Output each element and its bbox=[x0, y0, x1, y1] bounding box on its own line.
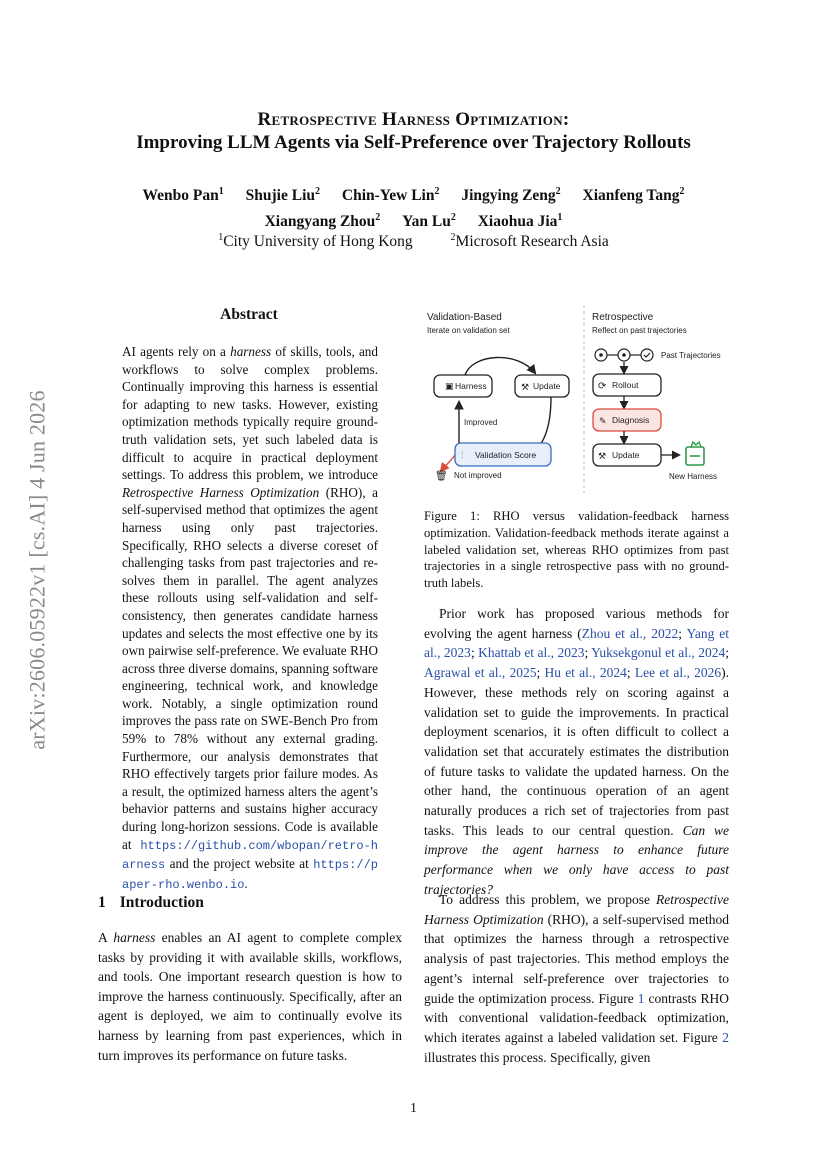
not-improved-arrow bbox=[441, 455, 455, 471]
paper-title bbox=[90, 108, 737, 154]
svg-text:Past Trajectories: Past Trajectories bbox=[661, 351, 721, 360]
svg-text:Update: Update bbox=[612, 450, 640, 460]
wrench-icon: ⚒ bbox=[521, 382, 530, 392]
affiliation: $^1$City University of Hong Kong bbox=[218, 232, 413, 251]
arxiv-identifier: arXiv:2606.05922v1 [cs.AI] 4 Jun 2026 bbox=[25, 390, 51, 750]
arxiv-sidebar bbox=[14, 350, 62, 790]
figure-1-caption: Figure 1: RHO versus validation-feedback harness optimization. Validation-feedback methods iterate against a labeled validation set, whereas RHO optimizes from past trajectories in a single retrospective pass with no ground-truth labels. bbox=[424, 509, 730, 591]
citation-link[interactable]: Lee et al., 2026 bbox=[634, 665, 722, 681]
central-question: Can we improve the agent harness to enhance future performance when we only have access to past trajectories? bbox=[424, 822, 729, 897]
title-line-2: Improving LLM Agents via Self-Preference over Trajectory Rollouts bbox=[136, 132, 691, 153]
paragraph-proposal: To address this problem, we propose Retrospective Harness Optimization (RHO), a self-supervised method that optimizes the harness through a retrospective analysis of past trajectories. This method employs the agent’s internal self-preference over trajectories to guide the optimization process. Figure 1 contrasts RHO with conventional validation-feedback optimization, which iterates against a labeled validation set. Figure 2 illustrates this process. Specifically, given bbox=[424, 892, 729, 1065]
new-harness-label: New Harness bbox=[669, 472, 718, 481]
past-trajectories-row bbox=[595, 349, 721, 361]
clipboard-icon: ✎ bbox=[599, 416, 607, 426]
citation-link[interactable]: Khattab et al., 2023 bbox=[478, 645, 585, 661]
check-icon bbox=[641, 349, 653, 361]
figure-ref-link[interactable]: 1 bbox=[637, 990, 645, 1006]
page-number: 1 bbox=[410, 1101, 417, 1116]
author: Chin-Yew Lin$^2$ bbox=[341, 186, 440, 205]
left-panel-subtitle: Iterate on validation set bbox=[427, 326, 510, 335]
right-panel-title: Retrospective bbox=[592, 312, 654, 323]
right-panel-subtitle: Reflect on past trajectories bbox=[592, 326, 687, 335]
citation-link[interactable]: Yang et al., 2023 bbox=[424, 625, 730, 661]
new-harness-icon bbox=[686, 442, 704, 465]
author: Wenbo Pan$^1$ bbox=[142, 186, 224, 205]
harness-box bbox=[434, 375, 492, 397]
author: Xianfeng Tang$^2$ bbox=[582, 186, 685, 205]
figure-ref-link[interactable]: 2 bbox=[722, 1029, 729, 1045]
svg-text:Update: Update bbox=[533, 381, 561, 391]
figure-1-diagram bbox=[423, 303, 730, 498]
rollout-box bbox=[593, 374, 661, 396]
author: Jingying Zeng$^2$ bbox=[461, 186, 561, 205]
author: Yan Lu$^2$ bbox=[402, 212, 456, 231]
author: Shujie Liu$^2$ bbox=[245, 186, 320, 205]
code-link[interactable]: https://github.com/wbopan/retro-harness bbox=[122, 838, 378, 873]
left-panel-title: Validation-Based bbox=[427, 312, 502, 323]
introduction-paragraph: A harness enables an AI agent to complete complex tasks by providing it with available skills, workflows, and tools. One important research question is how to improve the harness continuously. Specifically, after an agent is deployed, we aim to continually evolve its harness by learning from past experiences, which in turn improves its performance on future tasks. bbox=[98, 930, 402, 1063]
citation-link[interactable]: Hu et al., 2024 bbox=[544, 665, 627, 681]
citation-link[interactable]: Agrawal et al., 2025 bbox=[424, 665, 537, 681]
svg-text:Validation Score: Validation Score bbox=[475, 450, 537, 460]
affiliations bbox=[90, 228, 737, 252]
abstract-body: AI agents rely on a harness of skills, tools, and workflows to solve complex problems. Continually improving this harness is essential for adapting to new tasks. However, existing optimization methods typically require ground-truth validation sets, yet such labeled data is difficult to acquire in practical deployment settings. To address this problem, we introduce Retrospective Harness Optimization (RHO), a self-supervised method that optimizes the agent harness using only past trajectories. Specifically, RHO selects a diverse coreset of challenging tasks from past trajectories and re-solves them in parallel. The agent analyzes these rollouts using self-validation and self-consistency, then generates candidate harness updates and selects the most effective one by its own pairwise self-preference. We evaluate RHO across three diverse domains, spanning software engineering, technical work, and knowledge work. Notably, a single optimization round improves the pass rate on SWE-Bench Pro from 59% to 78% without any external grading. Furthermore, our analysis demonstrates that RHO effectively targets prior failure modes. As a result, the optimized harness alters the agent’s behavior patterns and sustains higher accuracy during long-horizon sessions. Code is available at https://github.com/wbopan/retro-harness and the project website at https://paper-rho.wenbo.io. bbox=[122, 344, 378, 892]
paragraph-prior-work: Prior work has proposed various methods for evolving the agent harness (Zhou et al., 2022; Yang et al., 2023; Khattab et al., 2023; Yuksekgonul et al., 2024; Agrawal et al., 2025; Hu et al., 2024; Lee et al., 2026). However, these methods rely on scoring against a validation set to guide the improvements. In practical deployment scenarios, it is often difficult to collect a validation set that accurately estimates the distribution of future tasks to validate the updated harness. On the other hand, the continuous operation of an agent naturally produces a rich set of trajectories from past tasks. This leads to our central question. Can we improve the agent harness to enhance future performance when we only have access to past trajectories? bbox=[424, 606, 730, 897]
svg-text:Rollout: Rollout bbox=[612, 380, 639, 390]
trash-icon: 🗑 bbox=[435, 471, 448, 482]
diagnosis-box bbox=[593, 409, 661, 431]
not-improved-label: Not improved bbox=[454, 471, 502, 480]
project-website-link[interactable]: https://paper-rho.wenbo.io bbox=[122, 858, 378, 892]
update-box-left bbox=[515, 375, 569, 397]
citation-link[interactable]: Zhou et al., 2022 bbox=[581, 625, 679, 641]
author: Xiaohua Jia$^1$ bbox=[477, 212, 563, 231]
update-box-right bbox=[593, 444, 661, 466]
abstract-heading: Abstract bbox=[220, 306, 278, 323]
chart-icon: ⫶ bbox=[461, 450, 464, 460]
loop-arrow-top bbox=[465, 357, 535, 375]
author-list bbox=[90, 181, 737, 233]
wrench-icon: ⚒ bbox=[598, 451, 607, 461]
improved-label: Improved bbox=[464, 418, 498, 427]
citation-link[interactable]: Yuksekgonul et al., 2024 bbox=[591, 645, 726, 661]
harness-icon: ▣ bbox=[445, 381, 454, 391]
svg-text:Harness: Harness bbox=[455, 381, 487, 391]
refresh-icon: ⟳ bbox=[598, 381, 607, 392]
section-heading-introduction: 1 Introduction bbox=[98, 894, 204, 911]
title-line-1: Retrospective Harness Optimization: bbox=[257, 109, 570, 130]
svg-text:Diagnosis: Diagnosis bbox=[612, 415, 650, 425]
affiliation: $^2$Microsoft Research Asia bbox=[450, 232, 609, 251]
validation-score-box bbox=[455, 443, 551, 466]
author: Xiangyang Zhou$^2$ bbox=[264, 212, 381, 231]
